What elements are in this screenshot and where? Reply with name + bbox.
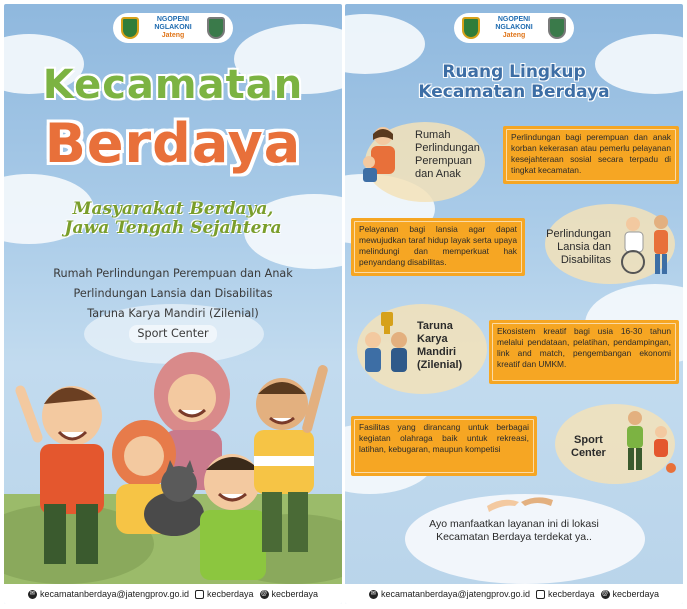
instagram-icon xyxy=(195,590,204,599)
threads-contact[interactable]: @ kecberdaya xyxy=(260,589,319,599)
title-kecamatan: Kecamatan xyxy=(42,62,304,108)
email-icon: ✉ xyxy=(370,590,376,597)
crest-icon xyxy=(548,17,566,39)
service-item: Taruna Karya Mandiri (Zilenial) xyxy=(87,307,259,320)
sport-kids-illustration xyxy=(617,408,679,478)
poster-right xyxy=(345,4,683,604)
threads-icon: @ xyxy=(260,590,268,597)
item-description: Fasilitas yang dirancang untuk berbagai kegiatan olahraga baik untuk rekreasi, latihan, kebugaran, maupun kompetisi xyxy=(351,416,537,476)
scope-title: Ruang Lingkup Kecamatan Berdaya xyxy=(418,62,610,102)
elderly-wheelchair-illustration xyxy=(617,212,677,276)
crest-icon xyxy=(207,17,225,39)
item-label: Taruna Karya Mandiri (Zilenial) xyxy=(417,320,463,371)
youth-trophy-illustration xyxy=(357,310,415,380)
instagram-icon xyxy=(536,590,545,599)
instagram-contact[interactable]: kecberdaya xyxy=(536,589,595,599)
logo-header xyxy=(113,13,233,43)
contact-footer xyxy=(345,584,683,604)
email-contact[interactable]: ✉ kecamatanberdaya@jatengprov.go.id xyxy=(370,589,530,599)
threads-icon: @ xyxy=(601,590,609,597)
service-item: Perlindungan Lansia dan Disabilitas xyxy=(73,287,273,300)
logo-text: NGOPENI NGLAKONI Jateng xyxy=(495,16,533,39)
reaching-hands-illustration xyxy=(485,492,555,514)
logo-header xyxy=(454,13,574,43)
service-item: Rumah Perlindungan Perempuan dan Anak xyxy=(53,267,293,280)
service-list xyxy=(4,264,342,344)
item-label: Perlindungan Lansia dan Disabilitas xyxy=(546,228,611,266)
mother-child-illustration xyxy=(359,124,405,184)
threads-contact[interactable]: @ kecberdaya xyxy=(601,589,660,599)
closing-message: Ayo manfaatkan layanan ini di lokasi Kecamatan Berdaya terdekat ya.. xyxy=(429,518,599,543)
contact-footer xyxy=(4,584,342,604)
item-label: Sport Center xyxy=(571,434,606,459)
crest-icon xyxy=(121,17,139,39)
service-item: Sport Center xyxy=(129,325,216,343)
item-description: Ekosistem kreatif bagi usia 16-30 tahun melalui pendataan, pelatihan, pendampingan, link and match, pengembangan ekonomi kreatif dan UMKM. xyxy=(489,320,679,384)
item-description: Perlindungan bagi perempuan dan anak korban kekerasan atau pemerlu pelayanan kesejahteraan sosial secara terpadu di tingkat kecamatan. xyxy=(503,126,679,184)
logo-text: NGOPENI NGLAKONI Jateng xyxy=(154,16,192,39)
item-label: Rumah Perlindungan Perempuan dan Anak xyxy=(415,129,480,180)
email-icon: ✉ xyxy=(29,590,35,597)
poster-left xyxy=(4,4,342,604)
crest-icon xyxy=(462,17,480,39)
tagline: Masyarakat Berdaya, Jawa Tengah Sejahtera xyxy=(64,199,282,238)
email-contact[interactable]: ✉ kecamatanberdaya@jatengprov.go.id xyxy=(29,589,189,599)
instagram-contact[interactable]: kecberdaya xyxy=(195,589,254,599)
item-description: Pelayanan bagi lansia agar dapat mewujudkan taraf hidup layak serta upaya melindungi dan memperkuat hak penyandang disabilitas. xyxy=(351,218,525,276)
children-illustration xyxy=(4,344,342,586)
title-berdaya: Berdaya xyxy=(44,112,302,175)
